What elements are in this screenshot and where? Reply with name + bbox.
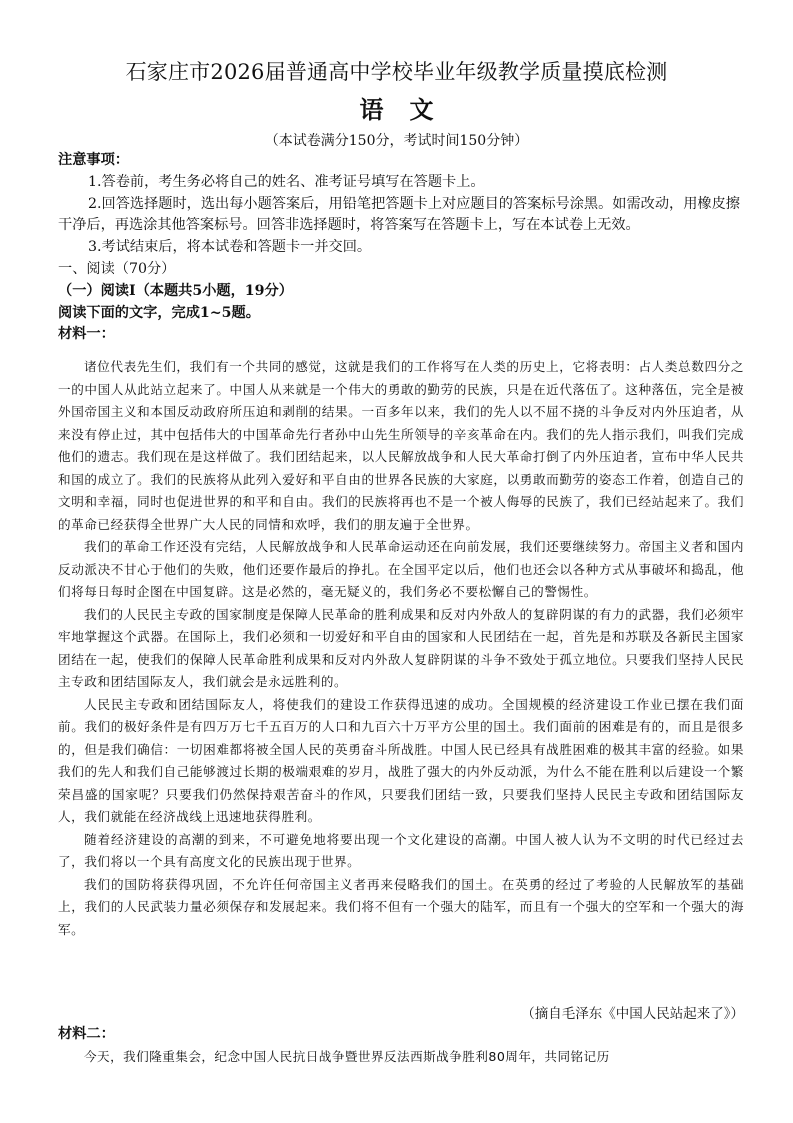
material-paragraph: 人民民主专政和团结国际友人，将使我们的建设工作获得迅速的成功。全国规模的经济建设工作业已摆在我们面前。我们的极好条件是有四万万七千五百万的人口和九百六十万平方公里的国土。我们面前的困难是有的，而且是很多的，但是我们确信：一切困难都将被全国人民的英勇奋斗所战胜。中国人民已经具有战胜困难的极其丰富的经验。如果我们的先人和我们自己能够渡过长期的极端艰难的岁月，战胜了强大的内外反动派，为什么不能在胜利以后建设一个繁荣昌盛的国家呢？只要我们仍然保持艰苦奋斗的作风，只要我们团结一致，只要我们坚持人民民主专政和团结国际友人，我们就能在经济战线上迅速地获得胜利。 [58, 696, 744, 824]
material-paragraph: 我们的国防将获得巩固，不允许任何帝国主义者再来侵略我们的国土。在英勇的经过了考验的人民解放军的基础上，我们的人民武装力量必须保存和发展起来。我们将不但有一个强大的陆军，而且有一个强大的空军和一个强大的海军。 [58, 876, 744, 937]
section-heading: 一、阅读（70分） [58, 260, 176, 277]
material-2-label-wrap [58, 1024, 748, 1046]
notes-heading: 注意事项： [58, 152, 129, 168]
notes-section [58, 150, 748, 346]
material-1-body [58, 356, 744, 941]
material-1-label: 材料一： [58, 326, 115, 343]
note-item: 3.考试结束后，将本试卷和答题卡一并交回。 [88, 239, 372, 256]
material-paragraph: 我们的人民民主专政的国家制度是保障人民革命的胜利成果和反对内外敌人的复辟阴谋的有力的武器，我们必须牢牢地掌握这个武器。在国际上，我们必须和一切爱好和平自由的国家和人民团结在一起，首先是和苏联及各新民主国家团结在一起，使我们的保障人民革命胜利成果和反对内外敌人复辟阴谋的斗争不致处于孤立地位。只要我们坚持人民民主专政和团结国际友人，我们就会是永远胜利的。 [58, 606, 744, 689]
subject-title: 语文 [359, 95, 460, 124]
material-paragraph: 随着经济建设的高潮的到来，不可避免地将要出现一个文化建设的高潮。中国人被人认为不文明的时代已经过去了，我们将以一个具有高度文化的民族出现于世界。 [58, 831, 744, 869]
material-1-source: （摘自毛泽东《中国人民站起来了》） [521, 1006, 744, 1022]
exam-title: 石家庄市2026届普通高中学校毕业年级教学质量摸底检测 [125, 60, 668, 84]
material-paragraph: 今天，我们隆重集会，纪念中国人民抗日战争暨世界反法西斯战争胜利80周年，共同铭记历 [84, 1049, 610, 1064]
material-2-body [58, 1046, 744, 1068]
material-paragraph: 诸位代表先生们，我们有一个共同的感觉，这就是我们的工作将写在人类的历史上，它将表明：占人类总数四分之一的中国人从此站立起来了。中国人从来就是一个伟大的勇敢的勤劳的民族，只是在近代落伍了。这种落伍，完全是被外国帝国主义和本国反动政府所压迫和剥削的结果。一百多年以来，我们的先人以不屈不挠的斗争反对内外压迫者，从来没有停止过，其中包括伟大的中国革命先行者孙中山先生所领导的辛亥革命在内。我们的先人指示我们，叫我们完成他们的遗志。我们现在是这样做了。我们团结起来，以人民解放战争和人民大革命打倒了内外压迫者，宣布中华人民共和国的成立了。我们的民族将从此列入爱好和平自由的世界各民族的大家庭，以勇敢而勤劳的姿态工作着，创造自己的文明和幸福，同时也促进世界的和平和自由。我们的民族将再也不是一个被人侮辱的民族了，我们已经站起来了。我们的革命已经获得全世界广大人民的同情和欢呼，我们的朋友遍于全世界。 [58, 359, 744, 532]
exam-note: （本试卷满分150分，考试时间150分钟） [264, 133, 529, 149]
section-subheading: （一）阅读Ⅰ（本题共5小题，19分） [58, 282, 293, 299]
note-item: 1.答卷前，考生务必将自己的姓名、准考证号填写在答题卡上。 [88, 173, 485, 190]
note-item: 2.回答选择题时，选出每小题答案后，用铅笔把答题卡上对应题目的答案标号涂黑。如需改动，用橡皮擦干净后，再选涂其他答案标号。回答非选择题时，将答案写在答题卡上，写在本试卷上无效。 [58, 195, 740, 234]
material-2-label: 材料二： [58, 1026, 115, 1042]
section-instruction: 阅读下面的文字，完成1~5题。 [58, 304, 260, 321]
material-paragraph: 我们的革命工作还没有完结，人民解放战争和人民革命运动还在向前发展，我们还要继续努力。帝国主义者和国内反动派决不甘心于他们的失败，他们还要作最后的挣扎。在全国平定以后，他们也还会以各种方式从事破坏和捣乱，他们将每日每时企图在中国复辟。这是必然的，毫无疑义的，我们务必不要松懈自己的警惕性。 [58, 539, 744, 599]
